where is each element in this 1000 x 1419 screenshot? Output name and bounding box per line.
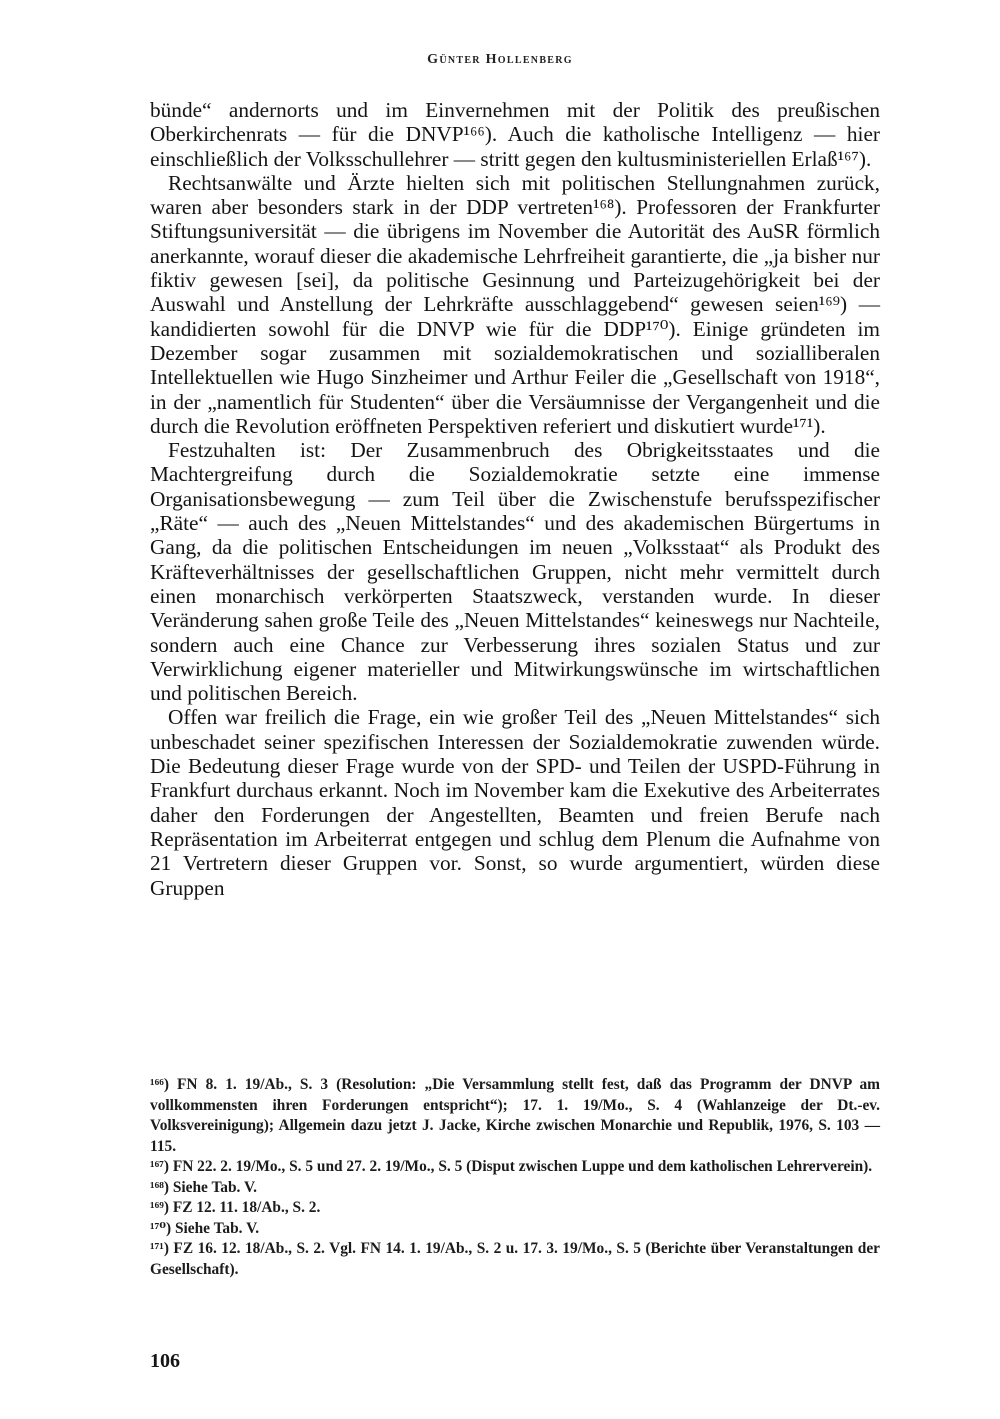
paragraph: Offen war freilich die Frage, ein wie großer Teil des „Neuen Mittelstandes“ sich unbeschadet seiner spezifischen Interessen der Sozialdemokratie zuwenden würde. Die Bedeutung dieser Frage wurde von der SPD- und Teilen der USPD-Führung in Frankfurt durchaus erkannt. Noch im November kam die Exekutive des Arbeiterrates daher den Forderungen der Angestellten, Beamten und freien Berufe nach Repräsentation im Arbeiterrat entgegen und schlug dem Plenum die Aufnahme von 21 Vertretern dieser Gruppen vor. Sonst, so wurde argumentiert, würden diese Gruppen — [150, 705, 880, 900]
footnote: ¹⁶⁹) FZ 12. 11. 18/Ab., S. 2. — [150, 1199, 321, 1216]
paragraph: Rechtsanwälte und Ärzte hielten sich mit politischen Stellungnahmen zurück, waren aber besonders stark in der DDP vertreten¹⁶⁸). Professoren der Frankfurter Stiftungsuniversität — die übrigens im November die Autorität des AuSR förmlich anerkannte, worauf dieser die akademische Lehrfreiheit garantierte, die „ja bisher nur fiktiv gewesen [sei], da politische Gesinnung und Parteizugehörigkeit bei der Auswahl und Anstellung der Lehrkräfte ausschlaggebend“ gewesen seien¹⁶⁹) — kandidierten sowohl für die DNVP wie für die DDP¹⁷⁰). Einige gründeten im Dezember sogar zusammen mit sozialdemokratischen und sozialliberalen Intellektuellen wie Hugo Sinzheimer und Arthur Feiler die „Gesellschaft von 1918“, in der „namentlich für Studenten“ über die Versäumnisse der Vergangenheit und die durch die Revolution eröffneten Perspektiven referiert und diskutiert wurde¹⁷¹). — [150, 170, 880, 438]
main-text — [150, 98, 880, 900]
paragraph: bünde“ andernorts und im Einvernehmen mit der Politik des preußischen Oberkirchenrats — für die DNVP¹⁶⁶). Auch die katholische Intelligenz — hier einschließlich der Volksschullehrer — stritt gegen den kultusministeriellen Erlaß¹⁶⁷). — [150, 98, 880, 171]
paragraph: Festzuhalten ist: Der Zusammenbruch des Obrigkeitsstaates und die Machtergreifung durch die Sozialdemokratie setzte eine immense Organisationsbewegung — zum Teil über die Zwischenstufe berufsspezifischer „Räte“ — auch des „Neuen Mittelstandes“ und des akademischen Bürgertums in Gang, da die politischen Entscheidungen im neuen „Volksstaat“ als Produkt des Kräfteverhältnisses der gesellschaftlichen Gruppen, nicht mehr vermittelt durch einen monarchisch verkörperten Staatszweck, verstanden wurde. In dieser Veränderung sahen große Teile des „Neuen Mittelstandes“ keineswegs nur Nachteile, sondern auch eine Chance zur Verbesserung ihres sozialen Status und zur Verwirklichung eigener materieller und Mitwirkungswünsche im wirtschaftlichen und politischen Bereich. — [150, 438, 880, 706]
page-number: 106 — [150, 1350, 180, 1372]
footnote: ¹⁷⁰) Siehe Tab. V. — [150, 1219, 260, 1237]
footnotes — [150, 1075, 880, 1280]
footnote: ¹⁶⁸) Siehe Tab. V. — [150, 1178, 257, 1196]
footnote: ¹⁶⁷) FN 22. 2. 19/Mo., S. 5 und 27. 2. 19/Mo., S. 5 (Disput zwischen Luppe und dem katholischen Lehrerverein). — [150, 1158, 873, 1175]
footnote: ¹⁷¹) FZ 16. 12. 18/Ab., S. 2. Vgl. FN 14. 1. 19/Ab., S. 2 u. 17. 3. 19/Mo., S. 5 (Berichte über Veranstaltungen der Gesellschaft). — [150, 1240, 880, 1278]
footnote: ¹⁶⁶) FN 8. 1. 19/Ab., S. 3 (Resolution: „Die Versammlung stellt fest, daß das Programm der DNVP am vollkommensten ihren Forderungen entspricht“); 17. 1. 19/Mo., S. 4 (Wahlanzeige der Dt.-ev. Volksvereinigung); Allgemein dazu jetzt J. Jacke, Kirche zwischen Monarchie und Republik, 1976, S. 103 — 115. — [150, 1076, 880, 1155]
running-header: Günter Hollenberg — [427, 52, 573, 67]
